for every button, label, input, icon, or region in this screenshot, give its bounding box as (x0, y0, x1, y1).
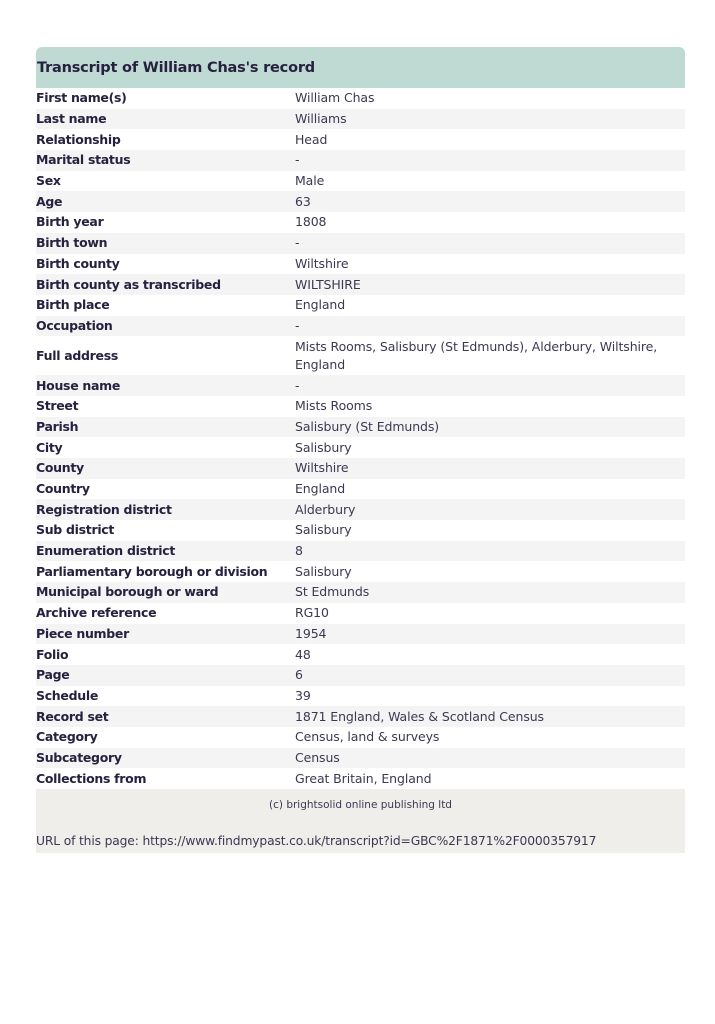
field-row-occupation (36, 316, 685, 337)
field-row-house-name (36, 375, 685, 396)
field-value: Salisbury (St Edmunds) (295, 418, 440, 434)
field-label: Birth county as transcribed (36, 276, 221, 292)
field-label: Last name (36, 111, 107, 127)
field-value: - (295, 377, 300, 393)
field-value: 1871 England, Wales & Scotland Census (295, 708, 544, 724)
field-row-archive-reference (36, 603, 685, 624)
field-label: Category (36, 729, 98, 745)
field-label: Municipal borough or ward (36, 584, 219, 600)
field-value: 6 (295, 667, 303, 683)
field-label: Age (36, 193, 63, 209)
field-label: Relationship (36, 131, 121, 147)
field-row-municipal-borough (36, 582, 685, 603)
field-row-collections-from (36, 768, 685, 789)
field-row-first-names (36, 88, 685, 109)
field-label: Parliamentary borough or division (36, 563, 268, 579)
field-value: Salisbury (295, 563, 352, 579)
field-label: City (36, 439, 63, 455)
field-row-last-name (36, 109, 685, 130)
field-row-category (36, 727, 685, 748)
page-title: Transcript of William Chas's record (37, 59, 315, 76)
field-row-folio (36, 644, 685, 665)
field-value: RG10 (295, 605, 329, 621)
field-row-sub-district (36, 520, 685, 541)
field-value: Mists Rooms, Salisbury (St Edmunds), Alderbury, Wiltshire, England (295, 338, 658, 372)
field-row-birth-place (36, 295, 685, 316)
field-value: Alderbury (295, 501, 356, 517)
field-label: Sex (36, 173, 61, 189)
field-value: Williams (295, 111, 347, 127)
field-label: Full address (36, 347, 118, 363)
field-row-parliamentary-borough (36, 561, 685, 582)
field-row-subcategory (36, 748, 685, 769)
field-value: Head (295, 131, 328, 147)
field-value: 39 (295, 687, 311, 703)
field-label: Parish (36, 418, 79, 434)
field-row-marital-status (36, 150, 685, 171)
field-row-record-set (36, 706, 685, 727)
field-label: Registration district (36, 501, 172, 517)
field-label: Schedule (36, 687, 98, 703)
field-value: - (295, 152, 300, 168)
field-row-city (36, 437, 685, 458)
field-label: Birth town (36, 235, 108, 251)
field-label: Birth county (36, 255, 120, 271)
copyright-notice: (c) brightsolid online publishing ltd (269, 799, 452, 811)
field-label: Marital status (36, 152, 131, 168)
field-value: Wiltshire (295, 460, 349, 476)
field-value: Salisbury (295, 439, 352, 455)
field-value: Census, land & surveys (295, 729, 440, 745)
field-value: - (295, 235, 300, 251)
transcript-header (36, 47, 685, 88)
field-row-schedule (36, 686, 685, 707)
field-row-registration-district (36, 499, 685, 520)
field-row-birth-year (36, 212, 685, 233)
field-row-enumeration-district (36, 541, 685, 562)
field-row-birth-county-transcribed (36, 274, 685, 295)
field-label: Record set (36, 708, 109, 724)
field-label: Collections from (36, 770, 147, 786)
field-label: County (36, 460, 84, 476)
field-value: 48 (295, 646, 311, 662)
transcript-card (36, 47, 685, 853)
field-value: 8 (295, 543, 303, 559)
field-label: First name(s) (36, 90, 127, 106)
field-label: Birth year (36, 214, 104, 230)
field-value: 63 (295, 193, 311, 209)
field-value: 1954 (295, 625, 327, 641)
field-value: Salisbury (295, 522, 352, 538)
field-value: 1808 (295, 214, 327, 230)
field-row-sex (36, 171, 685, 192)
field-value: Mists Rooms (295, 398, 373, 414)
field-value: Wiltshire (295, 255, 349, 271)
field-row-birth-county (36, 254, 685, 275)
field-label: Page (36, 667, 70, 683)
field-row-county (36, 458, 685, 479)
field-label: Subcategory (36, 749, 122, 765)
field-label: Archive reference (36, 605, 157, 621)
field-label: Birth place (36, 297, 110, 313)
field-value: WILTSHIRE (295, 276, 361, 292)
field-row-street (36, 396, 685, 417)
field-row-full-address (36, 336, 685, 375)
field-label: Country (36, 481, 90, 497)
page-url: URL of this page: https://www.findmypast.co.uk/transcript?id=GBC%2F1871%2F0000357917 (36, 834, 597, 848)
field-value: England (295, 481, 346, 497)
field-label: Occupation (36, 317, 113, 333)
field-value: William Chas (295, 90, 375, 106)
field-value: Male (295, 173, 325, 189)
field-row-piece-number (36, 624, 685, 645)
field-label: Piece number (36, 625, 129, 641)
field-row-birth-town (36, 233, 685, 254)
field-value: Great Britain, England (295, 770, 432, 786)
field-row-parish (36, 417, 685, 438)
transcript-fields (36, 88, 685, 789)
field-row-country (36, 479, 685, 500)
field-label: Sub district (36, 522, 115, 538)
field-value: - (295, 317, 300, 333)
field-label: Enumeration district (36, 543, 176, 559)
field-label: Folio (36, 646, 69, 662)
field-label: Street (36, 398, 79, 414)
field-value: England (295, 297, 346, 313)
field-row-page (36, 665, 685, 686)
field-row-age (36, 191, 685, 212)
transcript-footer (36, 789, 685, 853)
field-label: House name (36, 377, 121, 393)
field-value: Census (295, 749, 340, 765)
field-row-relationship (36, 129, 685, 150)
field-value: St Edmunds (295, 584, 370, 600)
